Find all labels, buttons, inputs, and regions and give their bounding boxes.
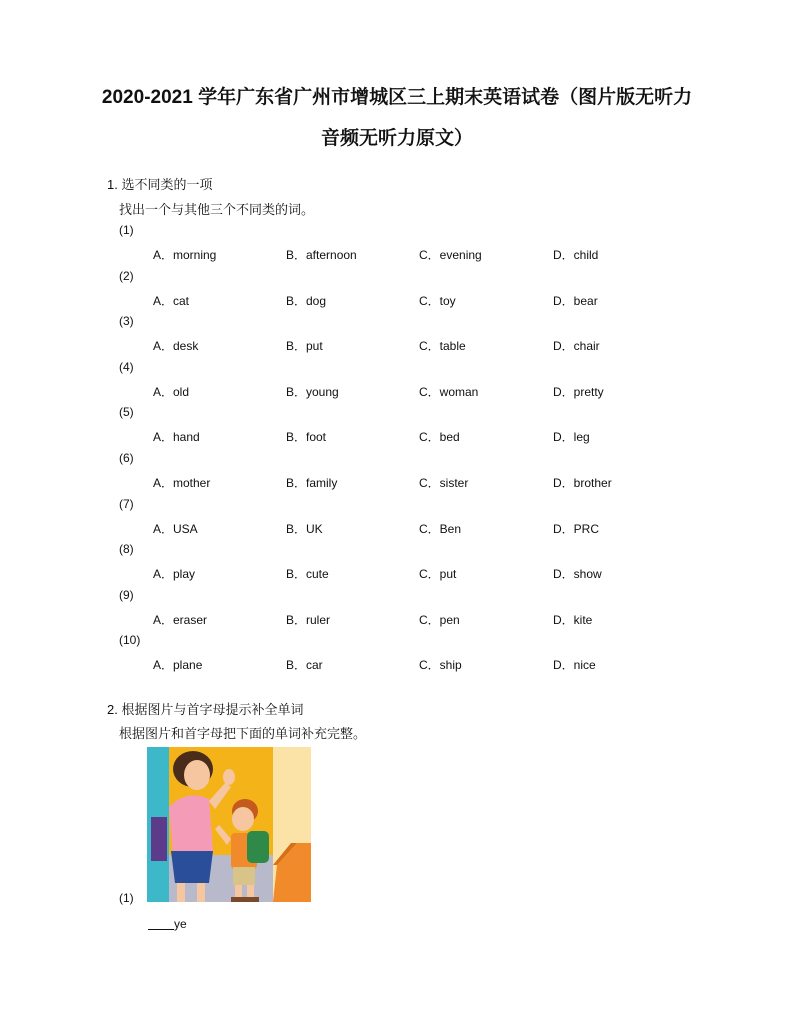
option-b[interactable]: B．family: [286, 476, 338, 490]
question-number: (3): [119, 314, 134, 329]
option-a[interactable]: A．plane: [153, 658, 203, 673]
option-b[interactable]: B．cute: [286, 567, 329, 582]
option-c[interactable]: C．bed: [419, 430, 460, 445]
option-a[interactable]: A．desk: [153, 339, 199, 354]
section-2-question-1-number: (1): [119, 891, 134, 905]
blank-line[interactable]: [148, 929, 174, 930]
option-b[interactable]: B．UK: [286, 521, 323, 536]
option-d[interactable]: D．child: [553, 248, 599, 262]
option-b[interactable]: B．dog: [286, 293, 327, 308]
word-hint-suffix: ye: [174, 917, 187, 931]
option-d[interactable]: D．brother: [553, 476, 612, 490]
question-number: (2): [119, 268, 134, 283]
option-c[interactable]: C．table: [419, 339, 466, 354]
option-d[interactable]: D．kite: [553, 612, 593, 627]
option-c[interactable]: C．woman: [419, 384, 479, 399]
option-a[interactable]: A．hand: [153, 430, 200, 445]
option-d[interactable]: D．nice: [553, 658, 596, 673]
question-number: (6): [119, 451, 134, 465]
option-d[interactable]: D．PRC: [553, 521, 600, 536]
option-a[interactable]: A．cat: [153, 293, 190, 308]
option-c[interactable]: C．toy: [419, 293, 456, 308]
option-b[interactable]: B．young: [286, 384, 339, 399]
question-number: (8): [119, 542, 134, 557]
section-1-heading: 1. 选不同类的一项: [107, 177, 213, 192]
mother-waving-to-boy-illustration: [147, 747, 311, 902]
question-number: (4): [119, 359, 134, 374]
question-number: (5): [119, 405, 134, 420]
option-a[interactable]: A．USA: [153, 521, 198, 536]
option-c[interactable]: C．ship: [419, 658, 462, 673]
option-b[interactable]: B．put: [286, 339, 323, 354]
question-number: (7): [119, 496, 134, 511]
option-c[interactable]: C．evening: [419, 248, 482, 262]
option-b[interactable]: B．ruler: [286, 612, 331, 627]
question-number: (1): [119, 223, 134, 237]
page-title-line-2: 音频无听力原文）: [320, 128, 473, 149]
section-2-instruction: 根据图片和首字母把下面的单词补充完整。: [119, 726, 367, 741]
question-number: (9): [119, 587, 134, 602]
section-2-heading: 2. 根据图片与首字母提示补全单词: [107, 702, 304, 717]
option-a[interactable]: A．play: [153, 567, 196, 582]
option-a[interactable]: A．old: [153, 384, 190, 399]
option-c[interactable]: C．sister: [419, 476, 469, 490]
option-b[interactable]: B．afternoon: [286, 248, 357, 262]
option-b[interactable]: B．foot: [286, 430, 327, 445]
question-number: (10): [119, 633, 141, 648]
option-a[interactable]: A．eraser: [153, 612, 208, 627]
option-d[interactable]: D．bear: [553, 293, 598, 308]
option-d[interactable]: D．pretty: [553, 384, 604, 399]
option-a[interactable]: A．mother: [153, 476, 211, 490]
option-c[interactable]: C．pen: [419, 612, 460, 627]
fill-in-blank-answer: [148, 917, 187, 931]
page-title-line-1: 2020-2021 学年广东省广州市增城区三上期末英语试卷（图片版无听力: [101, 87, 693, 108]
option-a[interactable]: A．morning: [153, 248, 217, 262]
option-c[interactable]: C．put: [419, 567, 457, 582]
option-c[interactable]: C．Ben: [419, 521, 462, 536]
option-d[interactable]: D．leg: [553, 430, 590, 445]
section-1-instruction: 找出一个与其他三个不同类的词。: [119, 202, 315, 217]
option-d[interactable]: D．show: [553, 567, 602, 582]
option-d[interactable]: D．chair: [553, 339, 600, 354]
option-b[interactable]: B．car: [286, 658, 323, 673]
